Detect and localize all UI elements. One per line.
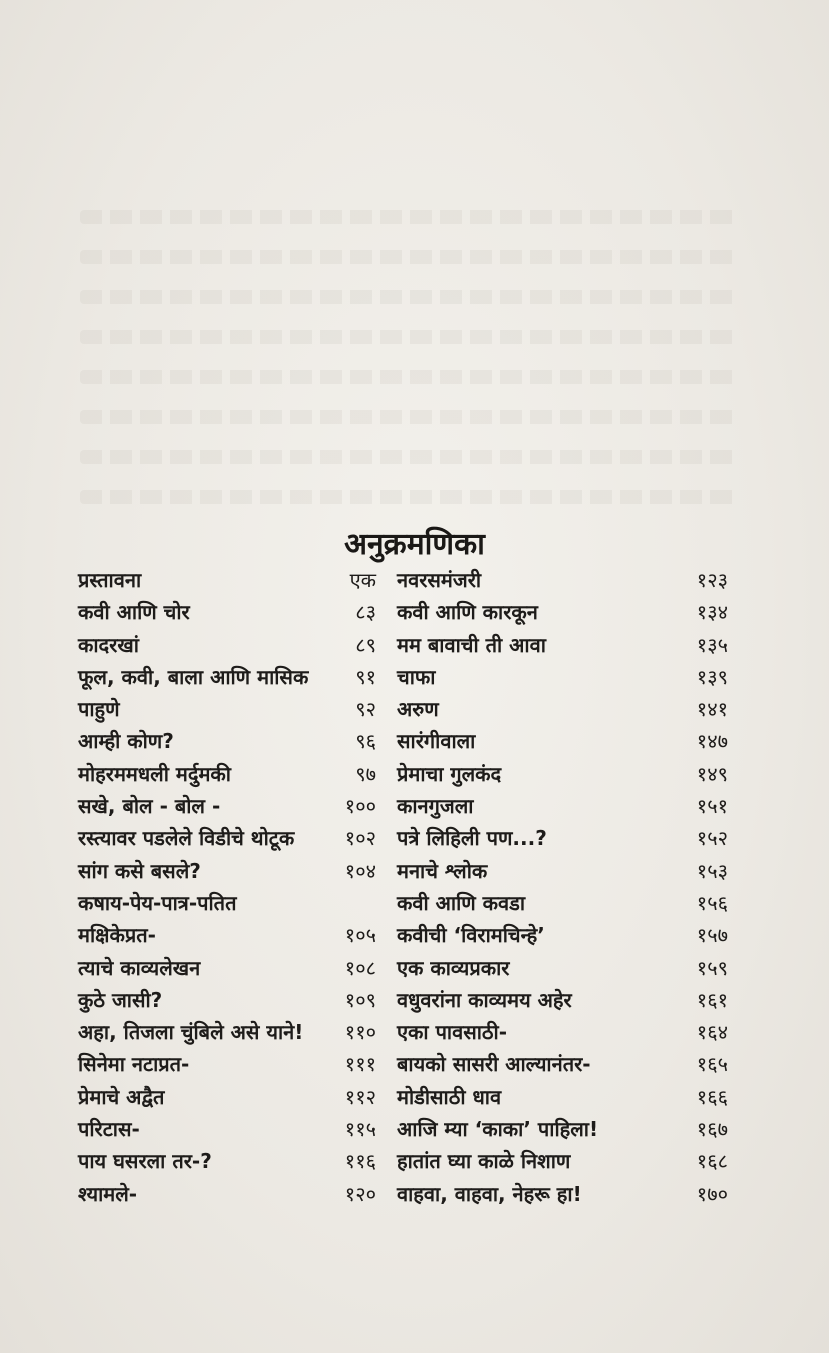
toc-entry-title: एक काव्यप्रकार: [397, 955, 510, 980]
toc-entry-title: नवरसमंजरी: [397, 568, 482, 592]
bleed-through-line: [80, 370, 740, 384]
toc-entry-title: मनाचे श्लोक: [397, 858, 488, 883]
page-title: अनुक्रमणिका: [344, 527, 485, 562]
bleed-through-line: [80, 410, 740, 424]
toc-row: [78, 629, 738, 661]
toc-entry-page: १६५: [696, 1052, 728, 1077]
toc-entry-title: श्यामले-: [78, 1181, 138, 1206]
toc-row: [78, 1048, 738, 1080]
toc-entry-page: १५७: [696, 923, 728, 948]
toc-entry-page: ८९: [355, 632, 376, 657]
toc-row: [78, 725, 738, 757]
toc-entry-title: रस्त्यावर पडलेले विडीचे थोटूक: [78, 826, 295, 851]
toc-row: [78, 564, 738, 596]
toc-entry-page: १३९: [696, 664, 728, 689]
bleed-through-line: [80, 450, 740, 464]
toc-entry-title: फूल, कवी, बाला आणि मासिक: [78, 664, 309, 689]
toc-entry-title: वधुवरांना काव्यमय अहेर: [397, 987, 572, 1012]
toc-entry-page: ११५: [344, 1117, 376, 1142]
toc-entry-title: आजि म्या ‘काका’ पाहिला!: [397, 1117, 599, 1142]
toc-row: [78, 919, 738, 951]
toc-entry-page: १७०: [696, 1181, 728, 1206]
toc-entry-page: एक: [349, 568, 376, 592]
toc-entry-page: १६६: [696, 1084, 728, 1109]
toc-entry-page: १३५: [696, 632, 728, 657]
toc-row: [78, 1145, 738, 1177]
toc-row: [78, 952, 738, 984]
toc-entry-page: ९२: [355, 697, 376, 722]
toc-entry-title: पाय घसरला तर-?: [78, 1149, 212, 1174]
toc-entry-page: ११६: [344, 1149, 376, 1174]
toc-entry-title: मक्षिकेप्रत-: [78, 923, 156, 948]
toc-entry-page: ८३: [355, 600, 376, 625]
bleed-through-line: [80, 250, 740, 264]
toc-row: [78, 758, 738, 790]
toc-entry-page: १५१: [696, 794, 728, 819]
toc-entry-page: १२०: [344, 1181, 376, 1206]
toc-entry-title: पत्रे लिहिली पण...?: [397, 826, 547, 851]
toc-entry-page: १०२: [344, 826, 376, 851]
toc-entry-page: १६४: [696, 1020, 728, 1045]
toc-entry-title: मम बावाची ती आवा: [397, 632, 546, 657]
toc-entry-title: चाफा: [397, 664, 436, 689]
toc-entry-page: १०५: [344, 923, 376, 948]
toc-entry-page: १५३: [696, 858, 728, 883]
toc-entry-title: सखे, बोल - बोल -: [78, 794, 221, 819]
toc-entry-title: प्रेमाचा गुलकंद: [397, 761, 502, 786]
toc-entry-page: १५२: [696, 826, 728, 851]
toc-entry-title: कवी आणि कवडा: [397, 890, 526, 915]
toc-row: [78, 984, 738, 1016]
toc-row: [78, 822, 738, 854]
toc-entry-title: अहा, तिजला चुंबिले असे याने!: [78, 1020, 304, 1045]
toc-entry-page: १६१: [696, 987, 728, 1012]
toc-row: [78, 661, 738, 693]
toc-entry-page: १०९: [344, 987, 376, 1012]
bleed-through-line: [80, 290, 740, 304]
toc-entry-title: अरुण: [397, 697, 439, 722]
toc-entry-title: मोडीसाठी धाव: [397, 1084, 502, 1109]
toc-entry-page: १४१: [696, 697, 728, 722]
toc-entry-title: सारंगीवाला: [397, 729, 476, 754]
toc-entry-title: कषाय-पेय-पात्र-पतित: [78, 890, 237, 915]
toc-entry-page: ९७: [355, 761, 376, 786]
toc-row: [78, 1178, 738, 1210]
toc-entry-page: १०४: [344, 858, 376, 883]
toc-entry-page: १५६: [696, 890, 728, 915]
toc-entry-page: १२३: [696, 568, 728, 592]
toc-row: [78, 887, 738, 919]
toc-row: [78, 1016, 738, 1048]
toc-entry-page: ९६: [355, 729, 376, 754]
toc-row: [78, 790, 738, 822]
toc-entry-title: त्याचे काव्यलेखन: [78, 955, 201, 980]
toc-entry-title: परिटास-: [78, 1117, 140, 1142]
toc-entry-title: पाहुणे: [78, 697, 120, 722]
toc-entry-page: १६७: [696, 1117, 728, 1142]
toc-entry-title: कानगुजला: [397, 794, 474, 819]
toc-entry-page: १५९: [696, 955, 728, 980]
toc-entry-page: १४९: [696, 761, 728, 786]
toc-entry-title: कवी आणि कारकून: [397, 600, 538, 625]
toc-entry-page: १३४: [696, 600, 728, 625]
toc-entry-title: प्रस्तावना: [78, 568, 142, 592]
toc-entry-page: १०८: [344, 955, 376, 980]
toc-entry-page: १११: [344, 1052, 376, 1077]
bleed-through-line: [80, 330, 740, 344]
toc-entry-title: सांग कसे बसले?: [78, 858, 201, 883]
bleed-through-line: [80, 490, 740, 504]
toc-row: [78, 693, 738, 725]
toc-entry-title: एका पावसाठी-: [397, 1020, 508, 1045]
toc-entry-page: ९१: [355, 664, 376, 689]
toc-entry-page: १००: [344, 794, 376, 819]
toc-entry-title: प्रेमाचे अद्वैत: [78, 1084, 165, 1109]
toc-entry-page: १४७: [696, 729, 728, 754]
toc-entry-title: वाहवा, वाहवा, नेहरू हा!: [397, 1181, 582, 1206]
toc-entry-page: ११०: [344, 1020, 376, 1045]
toc-entry-title: आम्ही कोण?: [78, 729, 174, 754]
toc-entry-title: बायको सासरी आल्यानंतर-: [397, 1052, 591, 1077]
toc-row: [78, 1081, 738, 1113]
table-of-contents: [78, 564, 738, 1210]
toc-entry-title: कवी आणि चोर: [78, 600, 190, 625]
toc-row: [78, 596, 738, 628]
toc-entry-page: ११२: [344, 1084, 376, 1109]
toc-entry-title: कवीची ‘विरामचिन्हे’: [397, 923, 545, 948]
toc-entry-title: कुठे जासी?: [78, 987, 163, 1012]
toc-entry-title: हातांत घ्या काळे निशाण: [397, 1149, 571, 1174]
toc-entry-title: कादरखां: [78, 632, 139, 657]
toc-entry-title: मोहरममधली मर्दुमकी: [78, 761, 231, 786]
toc-entry-title: सिनेमा नटाप्रत-: [78, 1052, 190, 1077]
toc-entry-page: १६८: [696, 1149, 728, 1174]
toc-row: [78, 855, 738, 887]
bleed-through-line: [80, 210, 740, 224]
toc-row: [78, 1113, 738, 1145]
